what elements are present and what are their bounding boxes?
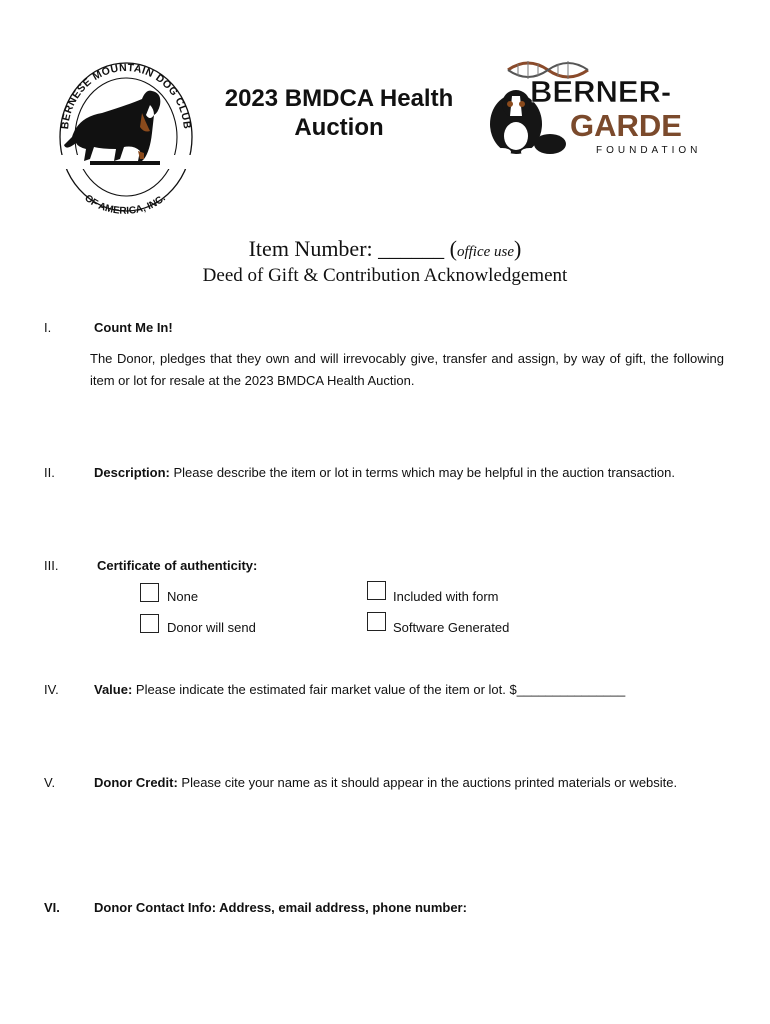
- checkbox-donor-will-send[interactable]: [140, 614, 159, 633]
- checkbox-included-label: Included with form: [393, 589, 499, 604]
- logo-line-2: GARDE: [570, 108, 682, 143]
- logo-bottom-text: OF AMERICA, INC.: [82, 192, 168, 215]
- section-4-number: IV.: [44, 682, 59, 697]
- section-2-text: Please describe the item or lot in terms which may be helpful in the auction transaction.: [173, 465, 675, 480]
- section-6-label: Donor Contact Info: Address, email address, phone number:: [94, 900, 467, 915]
- item-number-label: Item Number:: [248, 236, 373, 261]
- checkbox-none[interactable]: [140, 583, 159, 602]
- item-number-line: Item Number: ______ (office use): [248, 236, 522, 261]
- section-2-label: Description:: [94, 465, 170, 480]
- checkbox-software-generated-label: Software Generated: [393, 620, 510, 635]
- section-5-text: Please cite your name as it should appear in the auctions printed materials or website.: [181, 775, 678, 790]
- checkbox-software-generated[interactable]: [367, 612, 386, 631]
- section-3-label: Certificate of authenticity:: [97, 558, 258, 573]
- bmdca-logo: [50, 55, 195, 215]
- section-4-label: Value:: [94, 682, 133, 697]
- section-6-number: VI.: [44, 900, 60, 915]
- section-4-row: [94, 682, 625, 697]
- section-5-row: [94, 775, 677, 790]
- section-1-text: The Donor, pledges that they own and will irrevocably give, transfer and assign, by way of gift, the following item or lot for resale at the 2023 BMDCA Health Auction.: [90, 351, 724, 388]
- office-use-note: office use: [456, 244, 515, 260]
- checkbox-donor-will-send-label: Donor will send: [167, 620, 256, 635]
- section-1-label: Count Me In!: [94, 320, 173, 335]
- title-line-1: 2023 BMDCA Health: [224, 85, 454, 112]
- berner-garde-logo-icon: [488, 56, 716, 158]
- section-1-number: I.: [44, 320, 52, 335]
- checkbox-none-label: None: [167, 589, 199, 604]
- title-line-2: Auction: [294, 114, 384, 141]
- berner-garde-logo: [488, 56, 716, 158]
- bmdca-logo-icon: [50, 55, 195, 215]
- logo-top-text: BERNESE MOUNTAIN DOG CLUB: [59, 61, 193, 130]
- section-5-number: V.: [44, 775, 56, 790]
- section-3-number: III.: [44, 558, 59, 573]
- deed-subtitle: Deed of Gift & Contribution Acknowledgement: [202, 265, 568, 286]
- section-5-label: Donor Credit:: [94, 775, 178, 790]
- logo-line-3: FOUNDATION: [596, 145, 702, 156]
- checkbox-included-with-form[interactable]: [367, 581, 386, 600]
- section-4-text[interactable]: Please indicate the estimated fair market value of the item or lot. $_______________: [135, 682, 626, 697]
- logo-line-1: BERNER-: [530, 74, 672, 109]
- page-title: [205, 84, 473, 142]
- section-2-number: II.: [44, 465, 55, 480]
- section-2-row: [94, 465, 675, 480]
- item-number-field[interactable]: ______: [378, 236, 445, 261]
